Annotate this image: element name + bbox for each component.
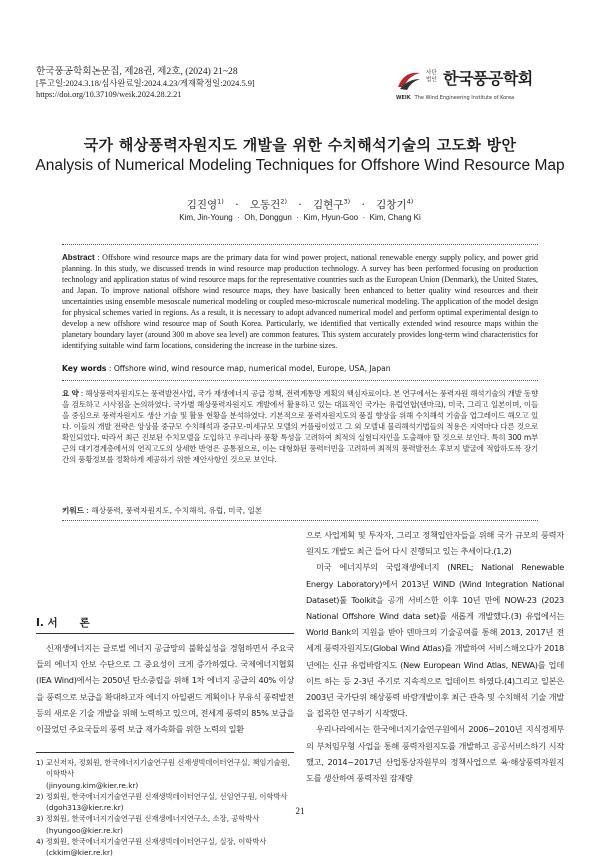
logo-small-text: 사단 법인 bbox=[426, 70, 437, 83]
ko-keywords-label: 키워드 bbox=[62, 506, 85, 515]
submission-dates: [투고일:2024.3.18/심사완료일:2024.4.23/게재확정일:2024.5.9] bbox=[36, 78, 255, 88]
keywords-korean: 키워드 : 해상풍력, 풍력자원지도, 수치해석, 유럽, 미국, 일본 bbox=[62, 506, 263, 515]
divider-bottom bbox=[62, 520, 538, 521]
abstract-english: Abstract : Offshore wind resource maps are the primary data for wind power project, national renewable energy supply policy, and power grid planning. In this study, we discussed trends in wind resource map production technology. A survey has been performed focusing on production technology and application status of wind resource maps for the representative countries such as the European Union (Denmark), the United States, and Japan. To improve national offshore wind resource maps, they have basically been enhanced to better quality wind resources and their uncertainties using ensemble mesoscale numerical modeling or coupled meso-microscale numerical modeling. The application of the model design for physical schemes varied in regions. As a result, it is necessary to adopt advanced numerical model and perform optimal experimental design to develop a new offshore wind resource map of South Korea. Particularly, we identified that vertically extended wind resource maps within the planetary boundary layer (around 300 m above sea level) are common features. This system accurately provides long-term wind characteristics for identifying suitable wind farm locations, considering the increase in the turbine sizes. bbox=[62, 253, 538, 351]
page-number: 21 bbox=[295, 806, 305, 816]
journal-citation: 한국풍공학회논문집, 제28권, 제2호, (2024) 21~28 bbox=[36, 66, 238, 77]
authors-korean bbox=[0, 197, 600, 212]
footnote-rule bbox=[36, 752, 294, 753]
weik-logo-icon bbox=[396, 67, 422, 93]
abstract-text: Offshore wind resource maps are the primary data for wind power project, national renewable energy supply policy, and power grid planning. In this study, we discussed trends in wind resource map production technology. A survey has been performed focusing on production technology and application status of wind resource maps for the representative countries such as the European Union (Denmark), the United States, and Japan. To improve national offshore wind resource maps, they have basically been enhanced to better quality wind resources and their uncertainties using ensemble mesoscale numerical modeling or coupled meso-microscale numerical modeling. The application of the model design for physical schemes varied in regions. As a result, it is necessary to adopt advanced numerical model and perform optimal experimental design to develop a new offshore wind resource map of South Korea. Particularly, we identified that vertically extended wind resource maps within the planetary boundary layer (around 300 m above sea level) are common features. This system accurately provides long-term wind characteristics for identifying suitable wind farm locations, considering the increase in the turbine sizes. bbox=[62, 253, 538, 351]
author-separator: · bbox=[361, 199, 365, 211]
ko-abstract-label: 요 약 bbox=[62, 389, 79, 398]
author-separator: · bbox=[235, 199, 239, 211]
footnote-3-email: (hyungoo@kier.re.kr) bbox=[46, 825, 124, 835]
doi-link[interactable]: https://doi.org/10.37109/weik.2024.28.2.21 bbox=[36, 90, 182, 99]
logo-abbr: WEIK bbox=[396, 95, 411, 101]
abstract-korean: 요 약 : 해상풍력자원지도는 풍력발전사업, 국가 재생에너지 공급 정책, 전력계통망 계획의 핵심자료이다. 본 연구에서는 풍력자원 해석기술의 개발 동향을 검토하고 시사점을 논의하였다. 국가별 해상풍력자원지도 개발에서 활용하고 있는 대표적인 국가는 유럽연합(덴마크), 미국, 그리고 일본이며, 이들을 중심으로 풍력자원지도 생산 기술 및 활용 현황을 분석하였다. 기본적으로 풍력자원지도의 품질 향상을 위해 수치해석 기술을 업그레이드 해오고 있다. 이들의 개발 전략은 앙상블 중규모 수치해석과 중규모-미세규모 모델의 커플링이었고 그 외 모델내 물리해석기법들의 적용은 지역마다 다른 것으로 확인되었다. 따라서 최근 진보된 수치모델을 도입하고 우리나라 풍황 특성을 고려하여 최적의 실험디자인을 도출해야 할 것으로 보인다. 특히 300 m부근의 대기경계층에서의 연직고도의 상세한 반영은 공통점으로, 이는 대형화된 풍력터빈을 고려하여 최적의 풍력발전소 후보지 발굴에 적합하도록 장기간의 풍황정보를 정확하게 제공하기 위한 제안사항인 것으로 보인다. bbox=[62, 389, 538, 465]
footnote-2: 2) 정회원, 한국에너지기술연구원 신재생빅데이터연구실, 선임연구원, 이학박사 bbox=[36, 791, 288, 801]
author-3: 김현구$^{3)}$ bbox=[313, 197, 351, 211]
author-2: 오동건$^{2)}$ bbox=[249, 197, 287, 211]
footnote-1: 1) 교신저자, 정회원, 한국에너지기술연구원 신재생빅데이터연구실, 책임기술원, 이학박사 bbox=[36, 758, 290, 779]
footnote-2-email: (dgoh313@kier.re.kr) bbox=[46, 803, 124, 812]
journal-header bbox=[36, 66, 255, 101]
footnote-4: 4) 정회원, 한국에너지기술연구원 신재생빅데이터연구실, 실장, 이학박사 bbox=[36, 836, 267, 846]
keywords-text: Offshore wind, wind resource map, numerical model, Europe, USA, Japan bbox=[113, 364, 391, 373]
abstract-label: Abstract bbox=[62, 253, 95, 262]
society-logo bbox=[396, 64, 566, 104]
divider-top bbox=[62, 244, 538, 245]
keywords-english: Key words : Offshore wind, wind resource map, numerical model, Europe, USA, Japan bbox=[62, 364, 391, 373]
keywords-label: Key words bbox=[62, 364, 107, 373]
paragraph: 신재생에너지는 글로벌 에너지 공급망의 불확실성을 경험하면서 주요국들의 에너지 안보 수단으로 그 중요성이 크게 증가하였다. 국제에너지협회 (IEA Wind)에서는 2050년 탄소중립을 위해 1차 에너지 공급의 40% 이상을 풍력으로 보급을 확대하고자 에너지 아일랜드 계획이나 부유식 풍력발전 등의 새로운 기술 개발을 위해 노력하고 있으며, 전세계 풍력의 85% 보급을 이끌었던 주요국들의 풍력 보급 재가속화를 위한 노력의 일환 bbox=[36, 643, 294, 735]
footnote-4-email: (ckkim@kier.re.kr) bbox=[46, 848, 113, 857]
divider-mid bbox=[62, 380, 538, 381]
body-right-column bbox=[306, 527, 564, 786]
ko-keywords-text: 해상풍력, 풍력자원지도, 수치해석, 유럽, 미국, 일본 bbox=[91, 506, 263, 515]
authors-english: Kim, Jin-Young · Oh, Donggun · Kim, Hyun-Goo · Kim, Chang Ki bbox=[179, 213, 421, 222]
logo-subtitle bbox=[396, 95, 514, 101]
title-english: Analysis of Numerical Modeling Techniques for Offshore Wind Resource Map bbox=[35, 157, 565, 174]
body-left-column bbox=[36, 640, 294, 737]
paragraph: 으로 사업계획 및 투자자, 그리고 정책입안자들을 위해 국가 규모의 풍력자원지도 개발도 최근 들어 다시 진행되고 있는 추세이다.(1,2) bbox=[306, 530, 564, 557]
author-1: 김진영$^{1)}$ bbox=[186, 197, 224, 211]
logo-name: 한국풍공학회 bbox=[443, 69, 533, 88]
paragraph: 우리나라에서는 한국에너지기술연구원에서 2006~2010년 지식경제부의 부처임무형 사업을 통해 풍력자원지도를 개발하고 공공서비스하기 시작했고, 2014~2017년 산업통상자원부의 정책사업으로 육·해상풍력자원지도를 생산하여 풍력자원 잠재량 bbox=[306, 724, 564, 784]
author-4: 김창기$^{4)}$ bbox=[376, 197, 414, 211]
logo-full-name: The Wind Engineering Institute of Korea bbox=[414, 95, 515, 101]
section-underline bbox=[36, 633, 294, 634]
ko-abstract-text: 해상풍력자원지도는 풍력발전사업, 국가 재생에너지 공급 정책, 전력계통망 계획의 핵심자료이다. 본 연구에서는 풍력자원 해석기술의 개발 동향을 검토하고 시사점을 논의하였다. 국가별 해상풍력자원지도 개발에서 활용하고 있는 대표적인 국가는 유럽연합(덴마크), 미국, 그리고 일본이며, 이들을 중심으로 풍력자원지도 생산 기술 및 활용 현황을 분석하였다. 기본적으로 풍력자원지도의 품질 향상을 위해 수치해석 기술을 업그레이드 해오고 있다. 이들의 개발 전략은 앙상블 중규모 수치해석과 중규모-미세규모 모델의 커플링이었고 그 외 모델내 물리해석기법들의 적용은 지역마다 다른 것으로 확인되었다. 따라서 최근 진보된 수치모델을 도입하고 우리나라 풍황 특성을 고려하여 최적의 실험디자인을 도출해야 할 것으로 보인다. 특히 300 m부근의 대기경계층에서의 연직고도의 상세한 반영은 공통점으로, 이는 대형화된 풍력터빈을 고려하여 최적의 풍력발전소 후보지 발굴에 적합하도록 장기간의 풍황정보를 정확하게 제공하기 위한 제안사항인 것으로 보인다. bbox=[62, 389, 538, 465]
author-separator: · bbox=[298, 199, 302, 211]
section-title: I. 서 론 bbox=[36, 617, 90, 629]
title-korean: 국가 해상풍력자원지도 개발을 위한 수치해석기술의 고도화 방안 bbox=[83, 136, 517, 154]
paragraph: 미국 에너지부의 국립재생에너지 (NREL; National Renewable Energy Laboratory)에서 2013년 WIND (Wind Integration National Dataset)툴 Toolkit을 공개 서비스한 이후 10년 만에 NOW-23 (2023 National Offshore Wind data set)를 새롭게 개발했다.(3) 유럽에서는 World Bank의 지원을 받아 덴마크의 기술공여를 통해 2013, 2017년 전세계 풍력자원지도(Global Wind Atlas)를 개발하여 서비스해오다가 2018년에는 신규 유럽바람지도 (New European Wind Atlas, NEWA)를 업데이트 하는 등 2-3년 주기로 지속적으로 업데이트 하였다.(4)그리고 일본은 2003년 국가단위 해상풍력 바람개발이후 최근 관측 및 수치해석 기술 개발을 접목한 연구하기 시작했다. bbox=[306, 562, 564, 719]
footnote-1-email: (jinyoung.kim@kier.re.kr) bbox=[46, 780, 139, 790]
footnote-3: 3) 정회원, 한국에너지기술연구원 신재생에너지연구소, 소장, 공학박사 bbox=[36, 814, 260, 824]
